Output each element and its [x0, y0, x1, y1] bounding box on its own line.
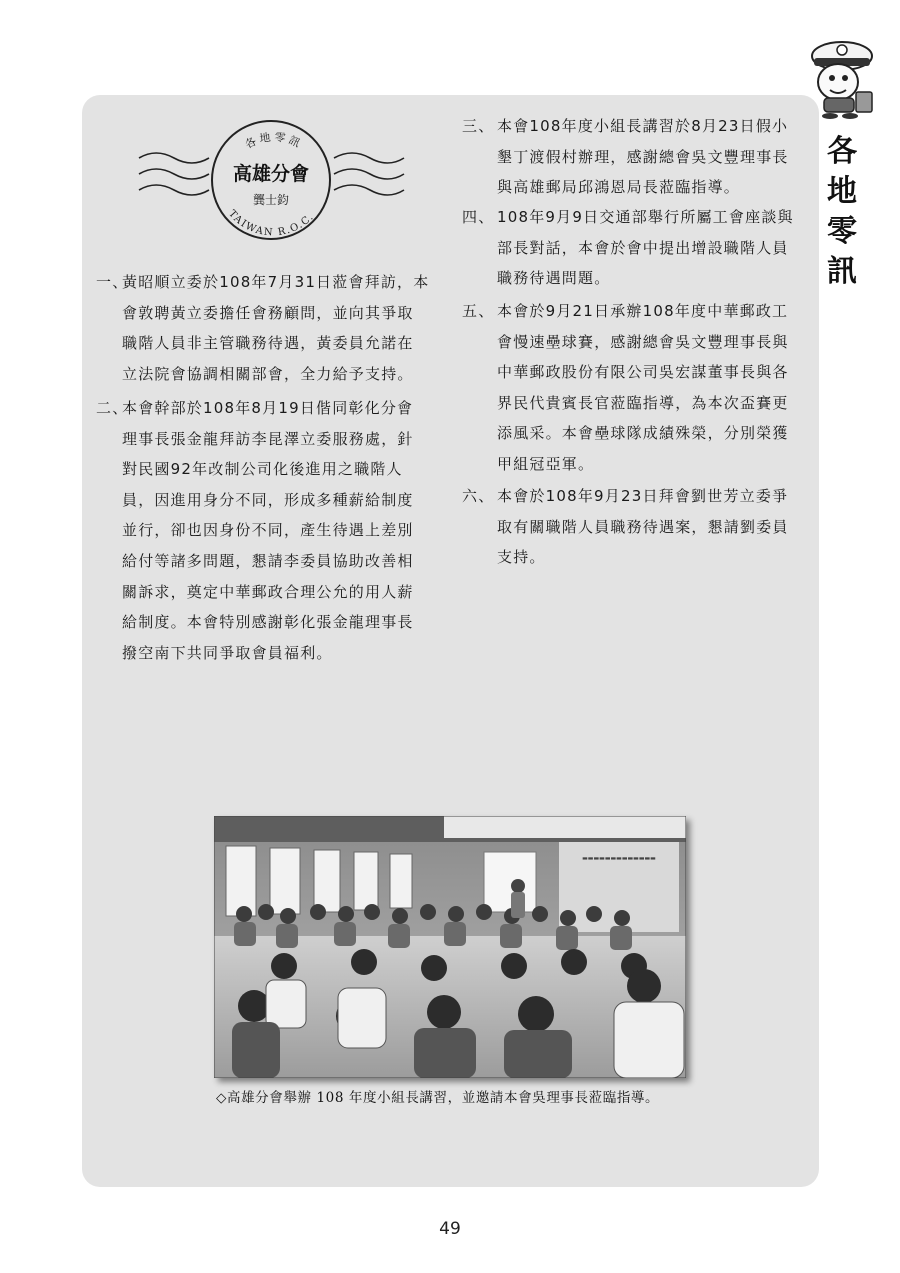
item-line: 本會108年度小組長講習於8月23日假小: [497, 117, 789, 135]
item-line: 黃昭順立委於108年7月31日蒞會拜訪，本: [122, 273, 430, 291]
item-line: 取有關職階人員職務待遇案，懇請劉委員: [497, 517, 789, 536]
list-item: [462, 111, 789, 203]
item-line: 給付等諸多問題，懇請李委員協助改善相: [122, 551, 414, 570]
item-line: 108年9月9日交通部舉行所屬工會座談與: [497, 208, 794, 226]
item-line: 員，因進用身分不同，形成多種薪給制度: [122, 490, 414, 509]
list-item: [96, 393, 414, 668]
item-line: 本會於108年9月23日拜會劉世芳立委爭: [497, 487, 789, 505]
section-title-char: 地: [827, 174, 857, 209]
item-number: 一、: [96, 273, 129, 291]
item-line: 會敦聘黃立委擔任會務顧問，並向其爭取: [122, 303, 414, 322]
item-number: 四、: [462, 208, 495, 226]
item-line: 支持。: [497, 548, 546, 567]
section-title-char: 訊: [827, 254, 857, 289]
item-line: 本會幹部於108年8月19日偕同彰化分會: [122, 399, 414, 417]
item-line: 添風采。本會壘球隊成績殊榮，分別榮獲: [497, 424, 789, 443]
item-line: 撥空南下共同爭取會員福利。: [122, 643, 333, 662]
item-line: 甲組冠亞軍。: [497, 454, 595, 473]
list-item: [462, 202, 794, 294]
item-line: 部長對話，本會於會中提出增設職階人員: [497, 238, 789, 257]
postmark-stamp: [134, 118, 409, 248]
item-line: 並行，卻也因身份不同，產生待遇上差別: [122, 521, 414, 540]
section-title-vertical: [822, 132, 862, 292]
item-line: 理事長張金龍拜訪李昆澤立委服務處，針: [122, 429, 414, 448]
item-number: 六、: [462, 487, 495, 505]
stamp-author: 龔士鈞: [252, 193, 290, 207]
item-line: 關訴求，奠定中華郵政合理公允的用人薪: [122, 582, 414, 601]
stamp-branch-name: 高雄分會: [232, 163, 310, 185]
section-title-char: 零: [827, 214, 857, 249]
item-line: 對民國92年改制公司化後進用之職階人: [122, 460, 403, 479]
meeting-photo: [214, 816, 686, 1078]
list-item: [462, 296, 789, 480]
item-number: 三、: [462, 117, 495, 135]
page-number: 49: [439, 1219, 461, 1239]
item-line: 立法院會協調相關部會，全力給予支持。: [122, 364, 414, 383]
item-line: 界民代貴賓長官蒞臨指導，為本次盃賽更: [497, 393, 789, 412]
item-number: 二、: [96, 399, 129, 417]
svg-text:各地零訊: [243, 129, 305, 151]
list-item: [96, 267, 429, 389]
postman-mascot-illustration: [802, 30, 878, 120]
item-number: 五、: [462, 302, 495, 320]
item-line: 本會於9月21日承辦108年度中華郵政工: [497, 302, 789, 320]
item-line: 會慢速壘球賽，感謝總會吳文豐理事長與: [497, 332, 789, 351]
stamp-top-arc: 各地零訊: [242, 130, 306, 152]
item-line: 職務待遇問題。: [497, 269, 611, 288]
svg-text:▬▬▬▬▬▬▬▬▬▬▬▬▬: ▬▬▬▬▬▬▬▬▬▬▬▬▬: [582, 855, 656, 862]
svg-text:TAIWAN R.O.C.: [226, 208, 316, 238]
stamp-bottom-arc: TAIWAN R.O.C.: [226, 208, 317, 239]
photo-caption: ◇高雄分會舉辦 108 年度小組長講習，並邀請本會吳理事長蒞臨指導。: [216, 1090, 660, 1106]
list-item: [462, 481, 789, 573]
item-line: 職階人員非主管職務待遇，黃委員允諾在: [122, 334, 414, 353]
item-line: 墾丁渡假村辦理，感謝總會吳文豐理事長: [497, 147, 789, 166]
item-line: 中華郵政股份有限公司吳宏謀董事長與各: [497, 363, 789, 382]
item-line: 給制度。本會特別感謝彰化張金龍理事長: [122, 613, 414, 632]
item-line: 與高雄郵局邱鴻恩局長蒞臨指導。: [497, 178, 741, 197]
section-title-char: 各: [827, 134, 857, 169]
